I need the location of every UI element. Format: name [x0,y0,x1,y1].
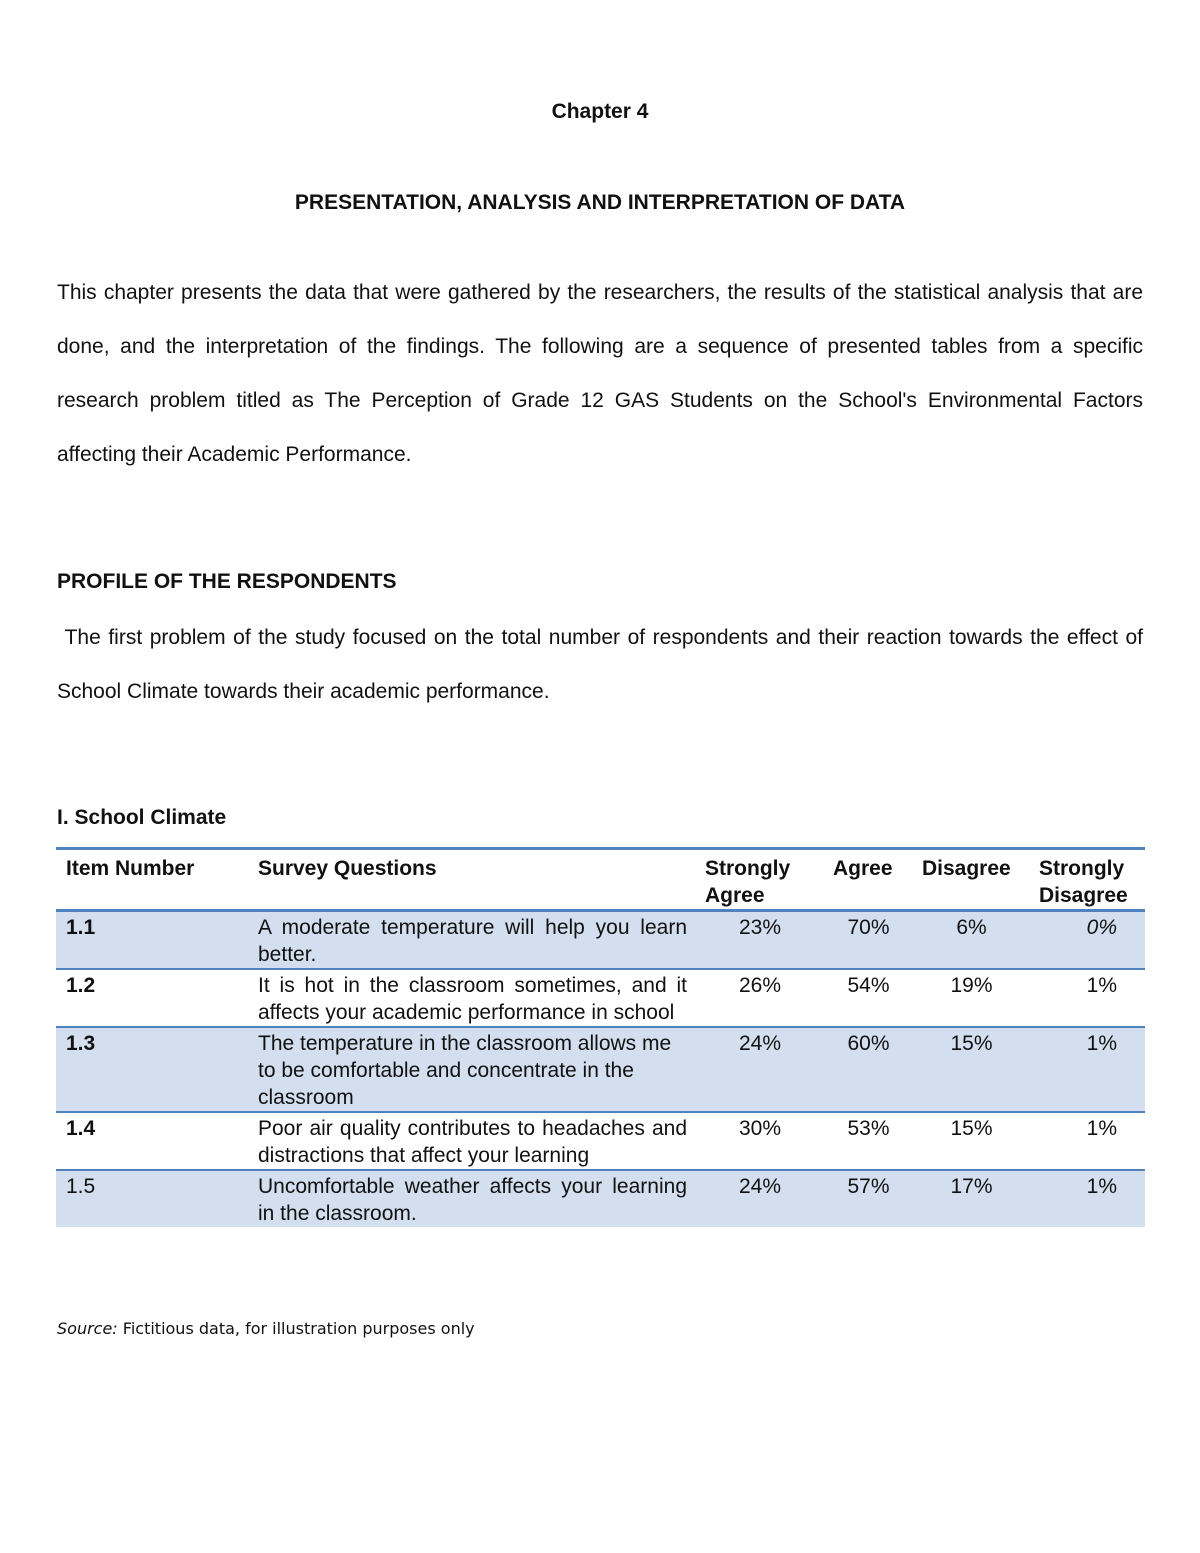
strongly-disagree-cell: 1% [1086,1032,1117,1055]
page-title: PRESENTATION, ANALYSIS AND INTERPRETATION OF DATA [294,191,906,214]
header-strongly-agree: Strongly Agree [705,857,791,907]
source-label: Source: [57,1319,118,1338]
profile-paragraph: The first problem of the study focused on the total number of respondents and their reaction towards the effect of School Climate towards their academic performance. [57,626,1149,703]
question-cell: The temperature in the classroom allows me to be comfortable and concentrate in the classroom [258,1032,672,1109]
disagree-cell: 6% [956,916,987,939]
disagree-cell: 17% [950,1175,993,1198]
header-item-number: Item Number [66,857,195,880]
strongly-disagree-cell: 1% [1086,974,1117,997]
item-number-cell: 1.2 [66,974,96,997]
header-survey-questions: Survey Questions [258,857,437,880]
school-climate-table [56,847,1145,1227]
intro-paragraph: This chapter presents the data that were gathered by the researchers, the results of the statistical analysis that are done, and the interpretation of the findings. The following are a sequence of presented tables from a specific research problem titled as The Perception of Grade 12 GAS Students on the School's Environmental Factors affecting their Academic Performance. [57,281,1143,466]
item-number-cell: 1.3 [66,1032,96,1055]
strongly-agree-cell: 24% [738,1175,782,1198]
profile-heading: PROFILE OF THE RESPONDENTS [57,570,397,593]
source-text: Fictitious data, for illustration purposes only [117,1319,475,1338]
question-cell: A moderate temperature will help you learn better. [258,916,687,966]
disagree-cell: 15% [950,1032,993,1055]
strongly-agree-cell: 26% [738,974,782,997]
question-cell: Poor air quality contributes to headaches and distractions that affect your learning [258,1117,687,1167]
strongly-disagree-cell: 1% [1086,1117,1117,1140]
strongly-disagree-cell: 1% [1086,1175,1117,1198]
table-source-note [57,1319,475,1338]
strongly-agree-cell: 24% [738,1032,782,1055]
disagree-cell: 15% [950,1117,993,1140]
item-number-cell: 1.1 [66,916,96,939]
agree-cell: 53% [847,1117,890,1140]
item-number-cell: 1.5 [66,1175,96,1198]
header-disagree: Disagree [922,857,1011,880]
agree-cell: 60% [847,1032,890,1055]
agree-cell: 54% [847,974,890,997]
table-row [56,1027,1145,1112]
question-cell: Uncomfortable weather affects your learning in the classroom. [258,1175,687,1225]
table-row [56,1112,1145,1170]
table-row [56,969,1145,1027]
strongly-agree-cell: 23% [738,916,782,939]
item-number-cell: 1.4 [66,1117,96,1140]
table-header-row [56,849,1145,911]
header-agree: Agree [833,857,893,880]
strongly-disagree-cell: 0% [1086,916,1117,939]
question-cell: It is hot in the classroom sometimes, and it affects your academic performance in school [258,974,687,1024]
school-climate-heading: I. School Climate [57,806,227,829]
table-row [56,911,1145,970]
disagree-cell: 19% [950,974,993,997]
chapter-label: Chapter 4 [551,100,649,123]
agree-cell: 70% [847,916,890,939]
agree-cell: 57% [847,1175,890,1198]
table-row [56,1170,1145,1227]
strongly-agree-cell: 30% [738,1117,782,1140]
header-strongly-disagree: Strongly Disagree [1039,857,1128,907]
